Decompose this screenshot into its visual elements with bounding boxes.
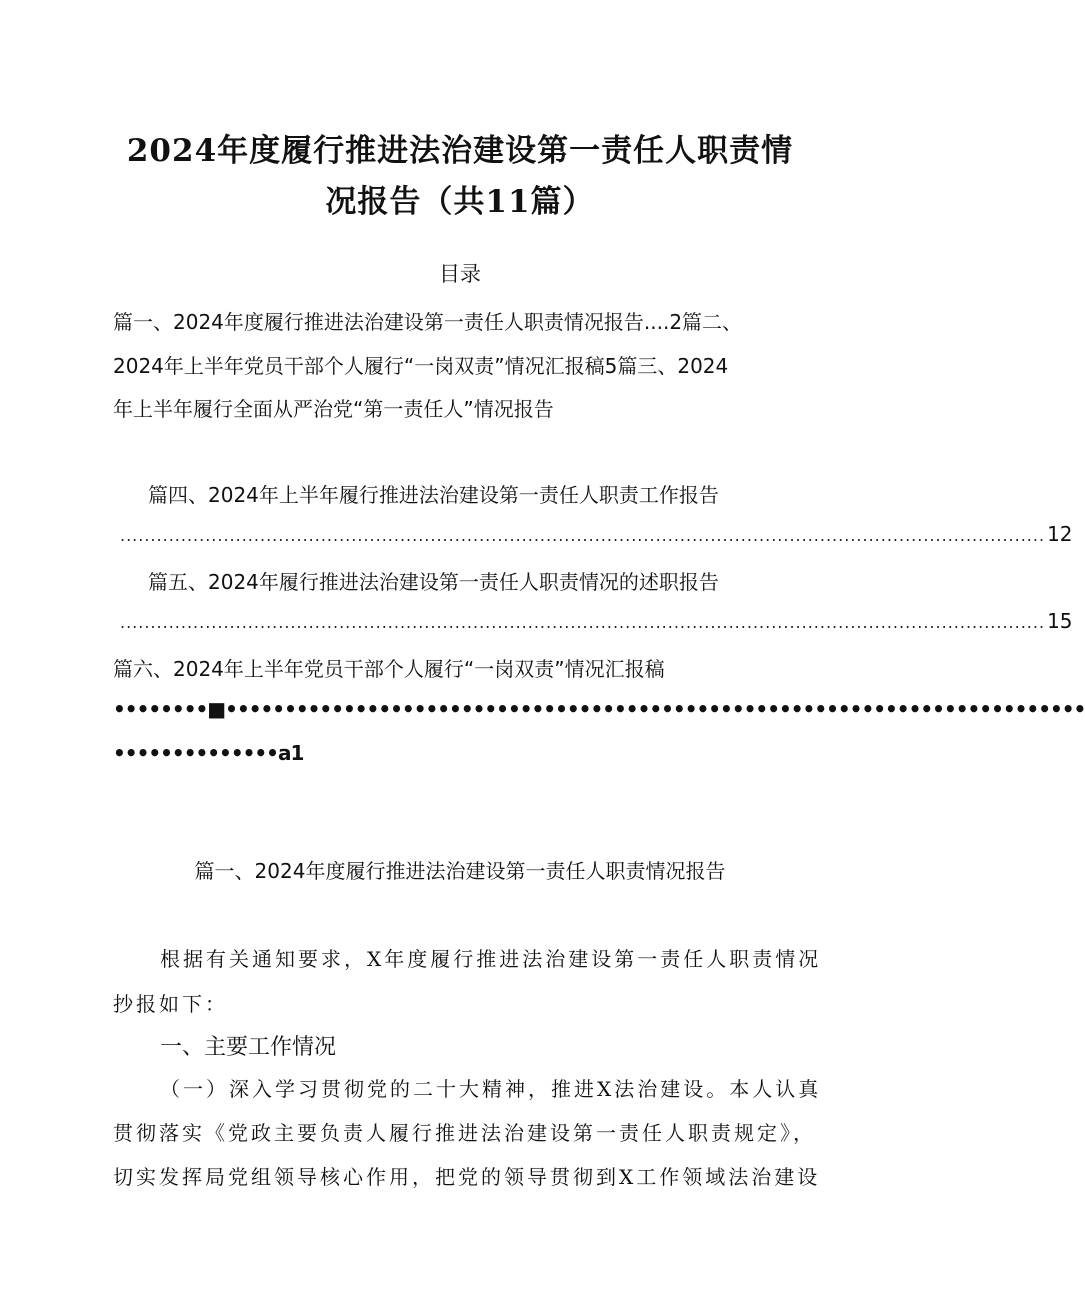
para-line-1: （一）深入学习贯彻党的二十大精神，推进X法治建设。本人认真 — [160, 1077, 822, 1101]
toc-entry-5-leader — [120, 609, 1073, 633]
toc-heading: 目录 — [439, 262, 481, 286]
toc-entry-5-label: 篇五、2024年履行推进法治建设第一责任人职责情况的述职报告 — [148, 570, 719, 594]
para-line-2: 贯彻落实《党政主要负责人履行推进法治建设第一责任人职责规定》， — [113, 1121, 816, 1145]
toc-entry-6-label: 篇六、2024年上半年党员干部个人履行“一岗双责”情况汇报稿 — [113, 657, 665, 681]
toc-entry-5-page: 15 — [1047, 609, 1073, 633]
toc-leader-dots: ........................................................................................................................................................ — [120, 526, 1046, 545]
toc-entry-6-dots: ••••••••■••••••••••••••••••••••••••••••••••••••••••••••••••••••••••••••••••••••••• — [113, 697, 1085, 721]
toc-line-2: 2024年上半年党员干部个人履行“一岗双责”情况汇报稿5篇三、2024 — [113, 354, 729, 378]
intro-line-1: 根据有关通知要求，X年度履行推进法治建设第一责任人职责情况 — [160, 947, 822, 971]
toc-entry-4-label: 篇四、2024年上半年履行推进法治建设第一责任人职责工作报告 — [148, 483, 719, 507]
heading-main-work: 一、主要工作情况 — [160, 1035, 337, 1060]
section-heading: 篇一、2024年度履行推进法治建设第一责任人职责情况报告 — [194, 859, 726, 883]
document-title-line-1: 2024年度履行推进法治建设第一责任人职责情 — [126, 133, 794, 169]
toc-entry-4-page: 12 — [1047, 522, 1073, 546]
para-line-3: 切实发挥局党组领导核心作用，把党的领导贯彻到X工作领域法治建设 — [113, 1165, 821, 1189]
toc-entry-4-leader — [120, 522, 1073, 546]
toc-leader-dots: ........................................................................................................................................................ — [120, 613, 1046, 632]
toc-line-3: 年上半年履行全面从严治党“第一责任人”情况报告 — [113, 397, 554, 421]
toc-line-1: 篇一、2024年度履行推进法治建设第一责任人职责情况报告....2篇二、 — [113, 310, 743, 334]
document-title-line-2: 况报告（共11篇） — [325, 184, 595, 220]
intro-line-2: 抄报如下： — [113, 992, 228, 1016]
toc-entry-6-tail: ••••••••••••••a1 — [113, 741, 304, 765]
